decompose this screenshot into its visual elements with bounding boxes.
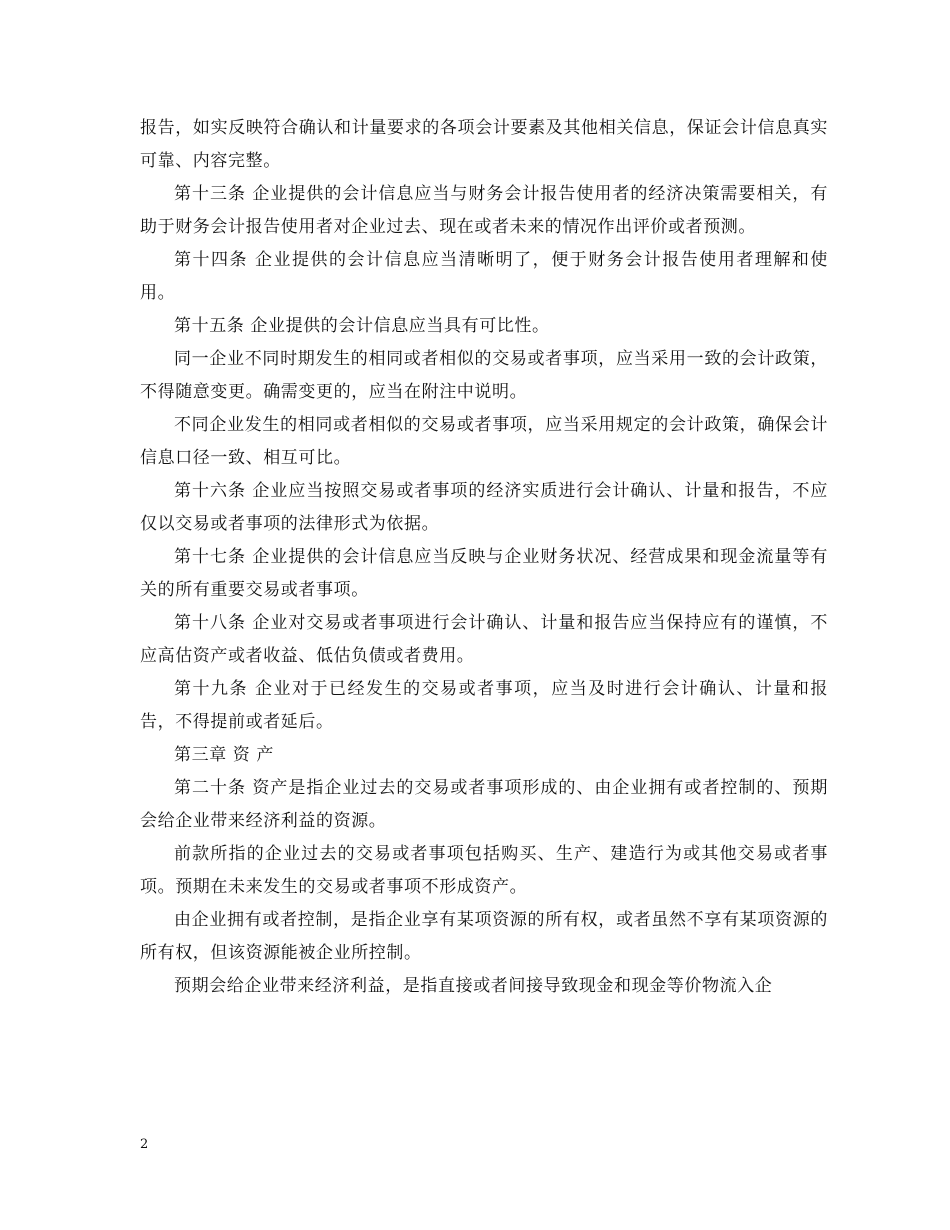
- paragraph-article-17: 第十七条 企业提供的会计信息应当反映与企业财务状况、经营成果和现金流量等有关的所有重要交易或者事项。: [140, 547, 828, 600]
- paragraph-owned-or-controlled: 由企业拥有或者控制，是指企业享有某项资源的所有权，或者虽然不享有某项资源的所有权，但该资源能被企业所控制。: [140, 910, 828, 963]
- paragraph-article-19: 第十九条 企业对于已经发生的交易或者事项，应当及时进行会计确认、计量和报告，不得提前或者延后。: [140, 679, 828, 732]
- paragraph-article-14: 第十四条 企业提供的会计信息应当清晰明了，便于财务会计报告使用者理解和使用。: [140, 250, 828, 303]
- paragraph-article-15: 第十五条 企业提供的会计信息应当具有可比性。: [174, 316, 550, 336]
- paragraph-continued: 报告，如实反映符合确认和计量要求的各项会计要素及其他相关信息，保证会计信息真实可靠、内容完整。: [140, 118, 828, 171]
- paragraph-different-enterprises: 不同企业发生的相同或者相似的交易或者事项，应当采用规定的会计政策，确保会计信息口径一致、相互可比。: [140, 415, 828, 468]
- paragraph-same-enterprise: 同一企业不同时期发生的相同或者相似的交易或者事项，应当采用一致的会计政策，不得随意变更。确需变更的，应当在附注中说明。: [140, 349, 828, 402]
- document-body: [140, 112, 828, 1003]
- paragraph-economic-benefits: 预期会给企业带来经济利益，是指直接或者间接导致现金和现金等价物流入企: [174, 976, 773, 996]
- paragraph-article-16: 第十六条 企业应当按照交易或者事项的经济实质进行会计确认、计量和报告，不应仅以交易或者事项的法律形式为依据。: [140, 481, 828, 534]
- page-number: 2: [140, 1137, 149, 1152]
- paragraph-past-transactions: 前款所指的企业过去的交易或者事项包括购买、生产、建造行为或其他交易或者事项。预期在未来发生的交易或者事项不形成资产。: [140, 844, 828, 897]
- paragraph-article-13: 第十三条 企业提供的会计信息应当与财务会计报告使用者的经济决策需要相关，有助于财务会计报告使用者对企业过去、现在或者未来的情况作出评价或者预测。: [140, 184, 828, 237]
- paragraph-article-20: 第二十条 资产是指企业过去的交易或者事项形成的、由企业拥有或者控制的、预期会给企业带来经济利益的资源。: [140, 778, 828, 831]
- paragraph-article-18: 第十八条 企业对交易或者事项进行会计确认、计量和报告应当保持应有的谨慎，不应高估资产或者收益、低估负债或者费用。: [140, 613, 828, 666]
- chapter-heading: 第三章 资 产: [174, 745, 275, 765]
